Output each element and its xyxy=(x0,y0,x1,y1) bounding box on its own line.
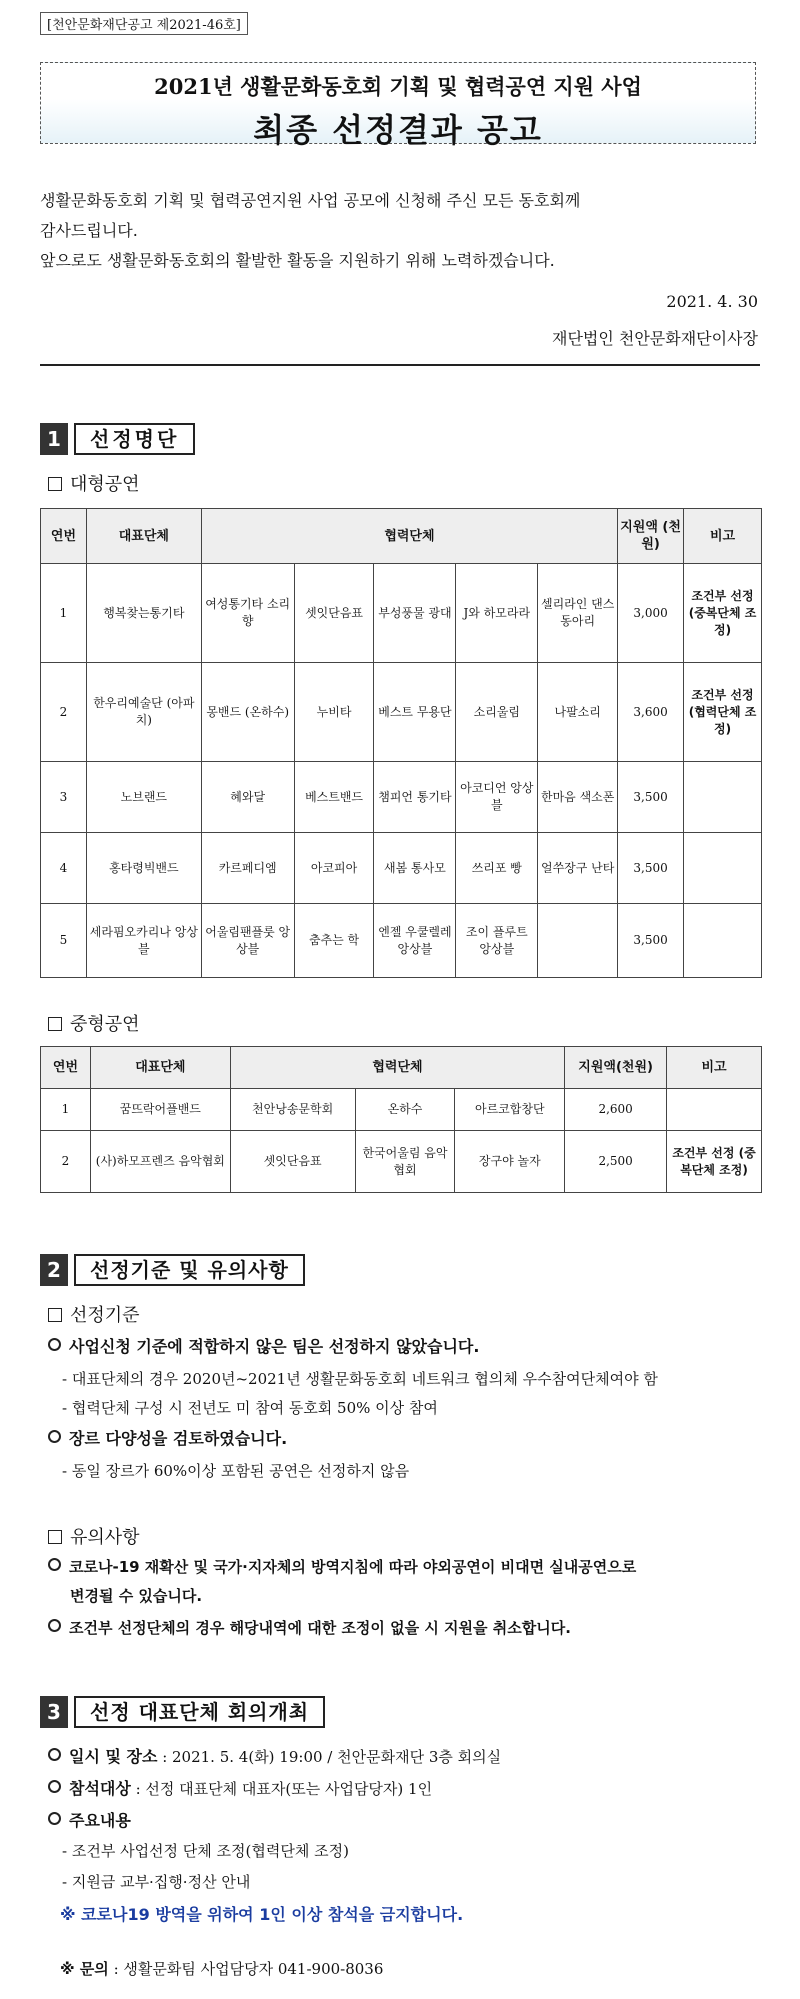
cell-partner: 온하수 xyxy=(355,1089,455,1131)
cell-amount: 3,600 xyxy=(618,663,684,762)
square-icon xyxy=(48,1530,62,1544)
cell-partner: 아코디언 앙상블 xyxy=(456,762,538,833)
cell-amount: 2,600 xyxy=(565,1089,667,1131)
cell-partner: 새봄 통사모 xyxy=(374,833,456,904)
cell-partner: 나팔소리 xyxy=(538,663,618,762)
cell-amount: 3,500 xyxy=(618,904,684,978)
cell-partner: 카르페디엠 xyxy=(201,833,294,904)
criteria-sub-item: - 협력단체 구성 시 전년도 미 참여 동호회 50% 이상 참여 xyxy=(62,1399,438,1417)
cell-rep: 홍타령빅밴드 xyxy=(86,833,201,904)
cell-partner: 혜와달 xyxy=(201,762,294,833)
cell-note: 조건부 선정 (중복단체 조정) xyxy=(684,564,762,663)
criteria-sub-item: - 대표단체의 경우 2020년~2021년 생활문화동호회 네트워크 협의체 우수참여단체여야 함 xyxy=(62,1370,658,1388)
cell-no: 4 xyxy=(41,833,87,904)
table-row xyxy=(41,1131,762,1193)
large-performance-table xyxy=(40,508,762,978)
cell-partner: 셀리라인 댄스 동아리 xyxy=(538,564,618,663)
cell-partner: 여성통기타 소리향 xyxy=(201,564,294,663)
cell-rep: 한우리예술단 (아파치) xyxy=(86,663,201,762)
circle-bullet-icon xyxy=(48,1780,61,1793)
section-number: 3 xyxy=(40,1696,68,1728)
header-no: 연번 xyxy=(41,509,87,564)
section-1-header xyxy=(40,423,195,455)
cell-note xyxy=(684,833,762,904)
circle-bullet-icon xyxy=(48,1558,61,1571)
notice-number: [천안문화재단공고 제2021-46호] xyxy=(40,12,248,35)
cell-no: 1 xyxy=(41,1089,91,1131)
header-note: 비고 xyxy=(684,509,762,564)
cell-partner xyxy=(538,904,618,978)
header-amount: 지원액(천원) xyxy=(565,1047,667,1089)
cell-note: 조건부 선정 (중복단체 조정) xyxy=(667,1131,762,1193)
notes-item: 코로나-19 재확산 및 국가·지자체의 방역지침에 따라 야외공연이 비대면 실내공연으로 xyxy=(48,1556,768,1577)
notes-heading: 유의사항 xyxy=(48,1523,140,1549)
cell-partner: 소리울림 xyxy=(456,663,538,762)
criteria-heading: 선정기준 xyxy=(48,1301,140,1327)
header-no: 연번 xyxy=(41,1047,91,1089)
criteria-sub-item: - 동일 장르가 60%이상 포함된 공연은 선정하지 않음 xyxy=(62,1462,410,1480)
cell-partner: 얼쑤장구 난타 xyxy=(538,833,618,904)
cell-rep: 세라핌오카리나 앙상블 xyxy=(86,904,201,978)
cell-partner: 부성풍물 광대 xyxy=(374,564,456,663)
cell-note xyxy=(667,1089,762,1131)
cell-partner: 셋잇단음표 xyxy=(294,564,374,663)
cell-partner: 쓰리포 빵 xyxy=(456,833,538,904)
contact-info: ※ 문의 : 생활문화팀 사업담당자 041-900-8036 xyxy=(60,1960,384,1978)
section-number: 1 xyxy=(40,423,68,455)
table-row xyxy=(41,762,762,833)
cell-no: 1 xyxy=(41,564,87,663)
table-header-row xyxy=(41,1047,762,1089)
title-box xyxy=(40,62,756,149)
cell-amount: 3,500 xyxy=(618,762,684,833)
cell-partner: 아코피아 xyxy=(294,833,374,904)
meeting-content-heading: 주요내용 xyxy=(48,1808,131,1831)
cell-partner: 엔젤 우쿨렐레 앙상블 xyxy=(374,904,456,978)
cell-amount: 3,500 xyxy=(618,833,684,904)
section-2-header xyxy=(40,1254,305,1286)
divider xyxy=(40,364,760,366)
header-rep: 대표단체 xyxy=(86,509,201,564)
page-title: 최종 선정결과 공고 xyxy=(253,111,543,149)
square-icon xyxy=(48,1017,62,1031)
issuer: 재단법인 천안문화재단이사장 xyxy=(551,329,758,348)
cell-no: 5 xyxy=(41,904,87,978)
table-row xyxy=(41,564,762,663)
cell-partner: 베스트밴드 xyxy=(294,762,374,833)
section-3-header xyxy=(40,1696,325,1728)
cell-amount: 2,500 xyxy=(565,1131,667,1193)
cell-no: 3 xyxy=(41,762,87,833)
square-icon xyxy=(48,1308,62,1322)
cell-partner: 장구야 놀자 xyxy=(455,1131,565,1193)
cell-amount: 3,000 xyxy=(618,564,684,663)
meeting-datetime: 일시 및 장소 : 2021. 5. 4(화) 19:00 / 천안문화재단 3층 회의실 xyxy=(48,1744,501,1767)
large-performance-heading: 대형공연 xyxy=(48,470,140,496)
notice-date: 2021. 4. 30 xyxy=(666,292,758,311)
cell-no: 2 xyxy=(41,663,87,762)
table-row xyxy=(41,1089,762,1131)
table-row xyxy=(41,904,762,978)
square-icon xyxy=(48,477,62,491)
medium-performance-table xyxy=(40,1046,762,1193)
cell-no: 2 xyxy=(41,1131,91,1193)
cell-partner: 조이 플루트 앙상블 xyxy=(456,904,538,978)
header-note: 비고 xyxy=(667,1047,762,1089)
cell-note xyxy=(684,762,762,833)
covid-warning: ※ 코로나19 방역을 위하여 1인 이상 참석을 금지합니다. xyxy=(60,1905,464,1924)
cell-partner: 천안낭송문학회 xyxy=(230,1089,355,1131)
circle-bullet-icon xyxy=(48,1812,61,1825)
cell-partner: 몽밴드 (온하수) xyxy=(201,663,294,762)
circle-bullet-icon xyxy=(48,1619,61,1632)
cell-rep: (사)하모프렌즈 음악협회 xyxy=(90,1131,230,1193)
intro-text xyxy=(40,186,760,276)
cell-partner: 챔피언 통기타 xyxy=(374,762,456,833)
table-row xyxy=(41,833,762,904)
medium-performance-heading: 중형공연 xyxy=(48,1010,140,1036)
section-title: 선정기준 및 유의사항 xyxy=(74,1254,305,1286)
intro-line: 앞으로도 생활문화동호회의 활발한 활동을 지원하기 위해 노력하겠습니다. xyxy=(40,251,555,270)
intro-line: 생활문화동호회 기획 및 협력공연지원 사업 공모에 신청해 주신 모든 동호회께 xyxy=(40,191,581,210)
cell-partner: 한국어울림 음악협회 xyxy=(355,1131,455,1193)
meeting-content-item: - 지원금 교부·집행·정산 안내 xyxy=(62,1873,251,1891)
criteria-item: 사업신청 기준에 적합하지 않은 팀은 선정하지 않았습니다. xyxy=(48,1334,479,1357)
cell-partner: J와 하모라라 xyxy=(456,564,538,663)
header-partners: 협력단체 xyxy=(201,509,617,564)
criteria-item: 장르 다양성을 검토하였습니다. xyxy=(48,1426,287,1449)
section-title: 선정 대표단체 회의개최 xyxy=(74,1696,325,1728)
cell-partner: 어울림팬플룻 앙상블 xyxy=(201,904,294,978)
cell-partner: 누비타 xyxy=(294,663,374,762)
cell-note xyxy=(684,904,762,978)
cell-rep: 꿈뜨락어플밴드 xyxy=(90,1089,230,1131)
table-header-row xyxy=(41,509,762,564)
section-title: 선정명단 xyxy=(74,423,195,455)
notes-item: 조건부 선정단체의 경우 해당내역에 대한 조정이 없을 시 지원을 취소합니다. xyxy=(48,1617,571,1638)
circle-bullet-icon xyxy=(48,1430,61,1443)
circle-bullet-icon xyxy=(48,1748,61,1761)
circle-bullet-icon xyxy=(48,1338,61,1351)
cell-partner: 춤추는 학 xyxy=(294,904,374,978)
section-number: 2 xyxy=(40,1254,68,1286)
meeting-content-item: - 조건부 사업선정 단체 조정(협력단체 조정) xyxy=(62,1842,349,1860)
intro-line: 감사드립니다. xyxy=(40,221,138,240)
header-amount: 지원액 (천원) xyxy=(618,509,684,564)
cell-partner: 셋잇단음표 xyxy=(230,1131,355,1193)
cell-partner: 한마음 색소폰 xyxy=(538,762,618,833)
notes-item-continued: 변경될 수 있습니다. xyxy=(70,1587,203,1605)
cell-rep: 행복찾는통기타 xyxy=(86,564,201,663)
header-partners: 협력단체 xyxy=(230,1047,564,1089)
cell-rep: 노브랜드 xyxy=(86,762,201,833)
meeting-target: 참석대상 : 선정 대표단체 대표자(또는 사업담당자) 1인 xyxy=(48,1776,432,1799)
title-sub: 2021년 생활문화동호회 기획 및 협력공연 지원 사업 xyxy=(154,74,642,99)
cell-partner: 아르코합창단 xyxy=(455,1089,565,1131)
table-row xyxy=(41,663,762,762)
cell-note: 조건부 선정 (협력단체 조정) xyxy=(684,663,762,762)
header-rep: 대표단체 xyxy=(90,1047,230,1089)
cell-partner: 베스트 무용단 xyxy=(374,663,456,762)
